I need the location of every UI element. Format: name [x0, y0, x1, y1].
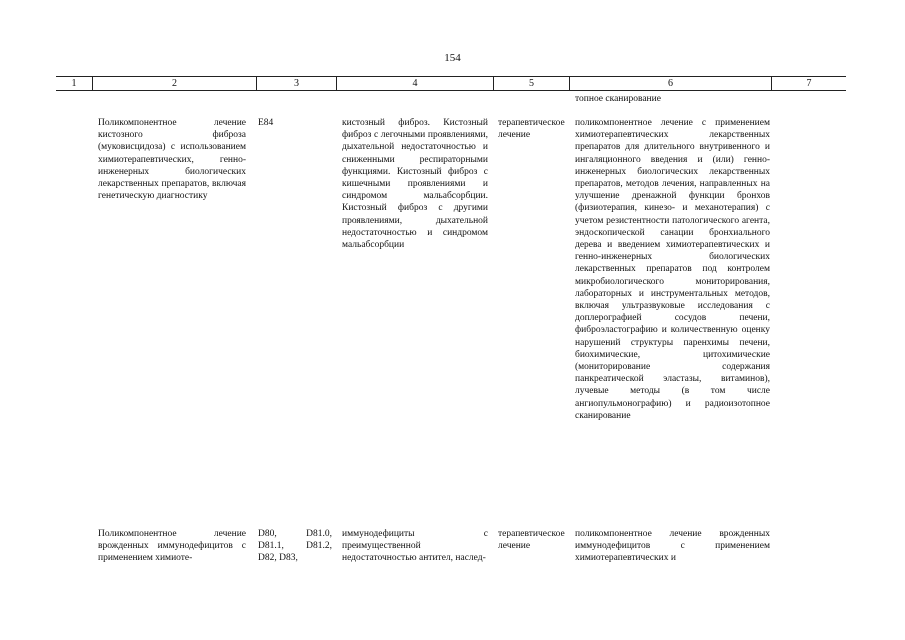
row2-description: поликомпонентное лечение врожденных иммунодефицитов с применением химиотерапевтических и	[575, 529, 770, 564]
row2-treatment-type: терапевтическое лечение	[498, 529, 565, 552]
row2-model: иммунодефициты с преимущественной недостаточностью антител, наслед-	[342, 529, 488, 564]
row1-treatment-type: терапевтическое лечение	[498, 118, 565, 141]
table-header-row	[56, 76, 846, 91]
continuation-text: топное сканирование	[575, 94, 661, 104]
header-col-2: 2	[92, 77, 256, 90]
header-col-6: 6	[569, 77, 771, 90]
row1-method: Поликомпонентное лечение кистозного фиброза (муковисцидоза) с использованием химиотерапевтических, генно-инженерных биологических лекарственных препаратов, включая генетическую диагностику	[98, 118, 246, 202]
row2-code: D80, D81.0, D81.1, D81.2, D82, D83,	[258, 529, 332, 564]
header-col-5: 5	[493, 77, 569, 90]
header-col-4: 4	[336, 77, 493, 90]
row1-code: E84	[258, 118, 274, 128]
row1-description: поликомпонентное лечение с применением химиотерапевтических лекарственных препаратов для длительного внутривенного и ингаляционного введения и (или) генно-инженерных биологических лекарственных препаратов, методов лечения, направленных на улучшение дренажной функции бронхов (физиотерапия, кинезо- и механотерапия) с учетом резистентности патологического агента, эндоскопической санации бронхиального дерева и введением химиотерапевтических и генно-инженерных биологических лекарственных препаратов под контролем микробиологического мониторирования, лабораторных и инструментальных методов, включая ультразвуковые исследования с доплерографией сосудов печени, фиброэластографию и количественную оценку нарушений структуры паренхимы печени, биохимические, цитохимические (мониторирование содержания панкреатической эластазы, витаминов), лучевые методы (в том числе ангиопульмонографию) и радиоизотопное сканирование	[575, 118, 770, 421]
header-col-3: 3	[256, 77, 336, 90]
row2-method: Поликомпонентное лечение врожденных иммунодефицитов с применением химиоте-	[98, 529, 246, 564]
header-col-1: 1	[71, 78, 77, 89]
page-number: 154	[444, 52, 461, 64]
header-col-7: 7	[771, 77, 846, 90]
row1-model: кистозный фиброз. Кистозный фиброз с легочными проявлениями, дыхательной недостаточностью и сниженными респираторными функциями. Кистозный фиброз с кишечными проявлениями и синдромом мальабсорбции. Кистозный фиброз с другими проявлениями, дыхательной недостаточностью и синдромом мальабсорбции	[342, 118, 488, 251]
